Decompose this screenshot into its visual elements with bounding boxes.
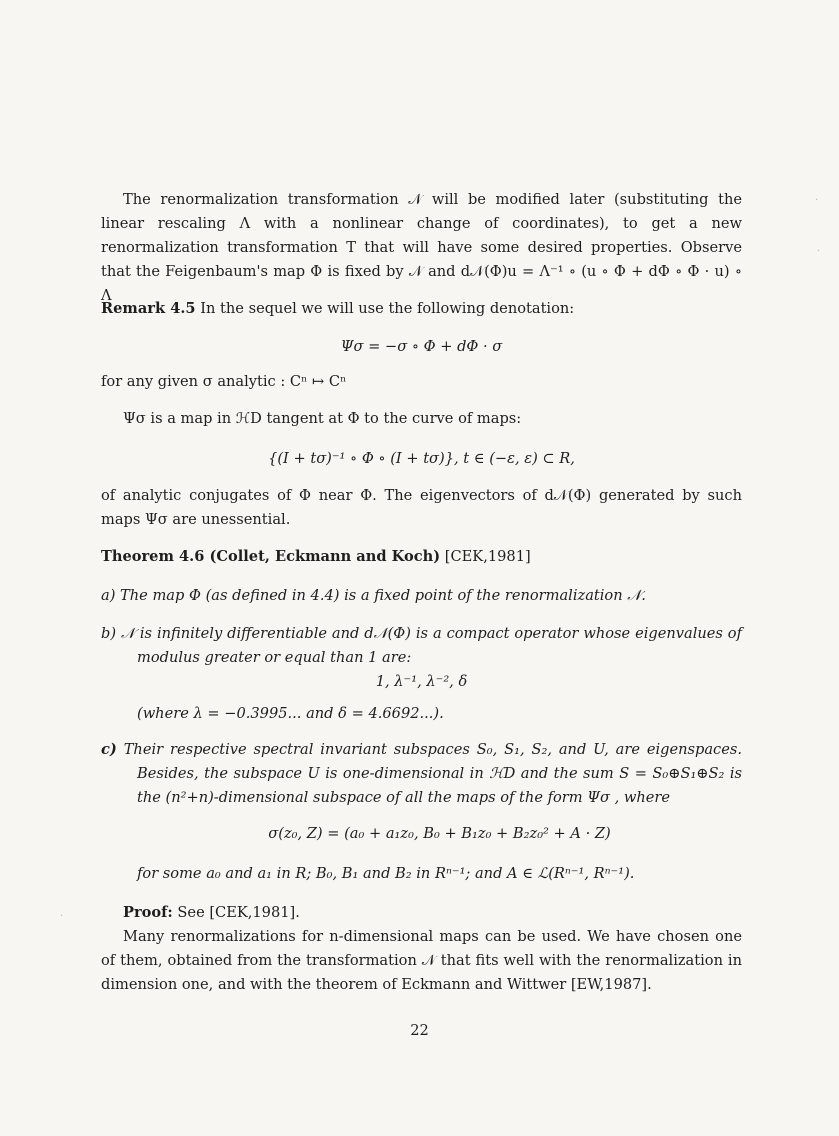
- remark-text: In the sequel we will use the following denotation:: [195, 300, 575, 317]
- tangent-curve-line: Ψσ is a map in ℋD tangent at Φ to the curve of maps:: [123, 410, 522, 427]
- theorem-item-c: [101, 738, 742, 810]
- equation-psi-sigma: Ψσ = −σ ∘ Φ + dΦ · σ: [340, 338, 503, 355]
- scan-speck: ·: [817, 246, 821, 257]
- proof-label: Proof:: [123, 904, 173, 921]
- proof-text: See [CEK,1981].: [172, 904, 300, 921]
- closing-paragraph: Many renormalizations for n-dimensional maps can be used. We have chosen one of them, obtained from the transformation 𝒩 that fits well with the renormalization in dimension one, and with the theorem of Eckmann and Wittwer [EW,1987].: [101, 928, 742, 993]
- item-a-label: a): [101, 587, 116, 604]
- theorem-4-6-heading: [101, 545, 742, 569]
- page-number: 22: [410, 1022, 429, 1039]
- item-b-text: 𝒩 is infinitely differentiable and d𝒩(Φ) is a compact operator whose eigenvalues of modulus greater or equal than 1 are:: [120, 625, 742, 666]
- equation-sigma-form: σ(z₀, Z) = (a₀ + a₁z₀, B₀ + B₁z₀ + B₂z₀² + A · Z): [268, 825, 611, 842]
- theorem-item-a: [101, 584, 742, 608]
- equation-conjugate-curve: {(I + tσ)⁻¹ ∘ Φ ∘ (I + tσ)}, t ∈ (−ε, ε) ⊂ R,: [268, 450, 575, 467]
- remark-label: Remark 4.5: [101, 300, 196, 317]
- eigenvalue-note: (where λ = −0.3995... and δ = 4.6692...).: [137, 705, 444, 722]
- coefficient-note: for some a₀ and a₁ in R; B₀, B₁ and B₂ in Rⁿ⁻¹; and A ∈ ℒ(Rⁿ⁻¹, Rⁿ⁻¹).: [137, 865, 635, 882]
- theorem-reference: [CEK,1981]: [440, 548, 531, 565]
- item-a-text: The map Φ (as defined in 4.4) is a fixed point of the renormalization 𝒩.: [120, 587, 646, 604]
- remark-4-5: [101, 297, 742, 321]
- theorem-item-b: [101, 622, 742, 670]
- item-c-text: Their respective spectral invariant subspaces S₀, S₁, S₂, and U, are eigenspaces. Besides, the subspace U is one-dimensional in ℋD and the sum S = S₀⊕S₁⊕S₂ is the (n²+n)-dimensional subspace of all the maps of the form Ψσ , where: [123, 741, 742, 806]
- scan-speck: ·: [815, 195, 819, 206]
- proof-line: [101, 901, 742, 925]
- item-c-label: c): [101, 741, 117, 758]
- scan-speck: ·: [60, 911, 64, 922]
- eigenvector-paragraph: of analytic conjugates of Φ near Φ. The eigenvectors of d𝒩(Φ) generated by such maps Ψσ are unessential.: [101, 487, 742, 528]
- theorem-label: Theorem 4.6 (Collet, Eckmann and Koch): [101, 548, 441, 565]
- equation-eigenvalues: 1, λ⁻¹, λ⁻², δ: [375, 673, 468, 690]
- item-b-label: b): [101, 625, 117, 642]
- intro-paragraph: The renormalization transformation 𝒩 will be modified later (substituting the linear rescaling Λ with a nonlinear change of coordinates), to get a new renormalization transformation T that will have some desired properties. Observe that the Feigenbaum's map Φ is fixed by 𝒩 and d𝒩(Φ)u = Λ⁻¹ ∘ (u ∘ Φ + dΦ ∘ Φ · u) ∘ Λ: [101, 191, 742, 304]
- analytic-condition-line: for any given σ analytic : Cⁿ ↦ Cⁿ: [101, 373, 347, 390]
